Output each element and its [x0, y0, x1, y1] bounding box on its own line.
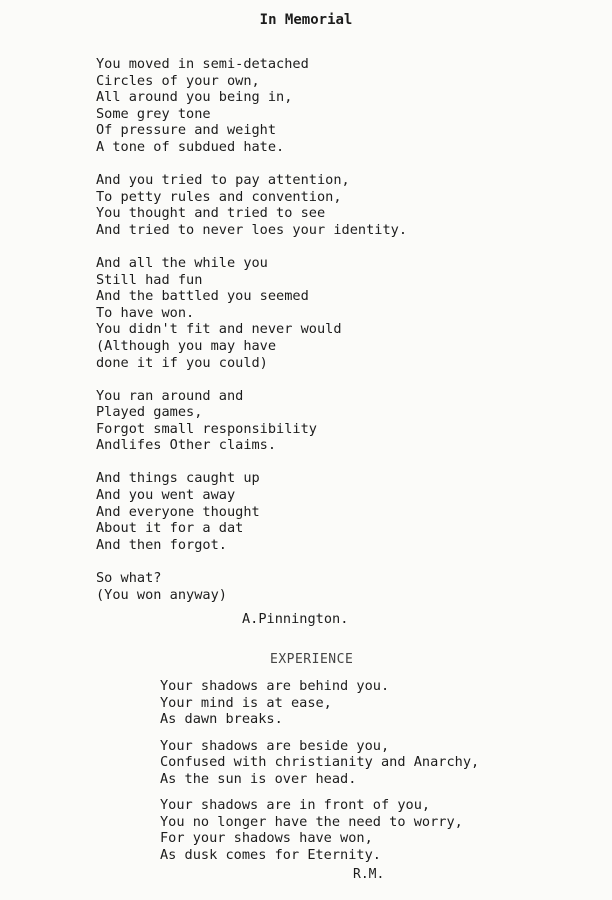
poem-line: To have won.	[96, 304, 195, 321]
author-signature: A.Pinnington.	[242, 611, 349, 627]
author-signature: R.M.	[353, 867, 385, 882]
stanza	[160, 797, 600, 863]
poem-line: Forgot small responsibility	[96, 420, 317, 437]
poem-line: (You won anyway)	[96, 586, 227, 603]
poem-line: done it if you could)	[96, 354, 268, 371]
poem-line: To petty rules and convention,	[96, 188, 342, 205]
poem-line: Your shadows are beside you,	[160, 737, 390, 754]
poem-line: And then forgot.	[96, 536, 227, 553]
poem-line: About it for a dat	[96, 520, 244, 537]
poem-line: And you went away	[96, 487, 236, 504]
poem-line: Confused with christianity and Anarchy,	[160, 754, 480, 770]
poem-line: You no longer have the need to worry,	[160, 813, 463, 830]
stanza	[96, 172, 596, 238]
poem-line: For your shadows have won,	[160, 830, 373, 846]
poem-line: And all the while you	[96, 254, 268, 271]
poem-line: Your shadows are behind you.	[160, 678, 390, 694]
poem-title: EXPERIENCE	[270, 652, 354, 667]
poem-in-memorial	[96, 56, 596, 620]
poem-line: Played games,	[96, 404, 203, 421]
poem-line: You thought and tried to see	[96, 205, 326, 222]
poem-line: And you tried to pay attention,	[96, 172, 350, 189]
poem-line: (Although you may have	[96, 337, 277, 354]
poem-line: Of pressure and weight	[96, 122, 277, 139]
poem-experience	[160, 678, 600, 873]
poem-line: Your mind is at ease,	[160, 694, 332, 711]
poem-line: And the battled you seemed	[96, 288, 309, 305]
poem-line: And things caught up	[96, 470, 260, 487]
stanza	[96, 470, 596, 553]
poem-line: And tried to never loes your identity.	[96, 221, 407, 238]
poem-line: So what?	[96, 569, 162, 586]
poem-line: Andlifes Other claims.	[96, 437, 277, 454]
poem-line: A tone of subdued hate.	[96, 138, 285, 155]
poem-line: Your shadows are in front of you,	[160, 797, 431, 813]
stanza	[96, 570, 596, 603]
poem-line: Some grey tone	[96, 105, 211, 122]
poem-line: As dawn breaks.	[160, 711, 283, 727]
poem-title: In Memorial	[259, 12, 353, 28]
poem-line: You moved in semi-detached	[96, 56, 309, 72]
poem-line: As the sun is over head.	[160, 770, 357, 787]
poem-line: You ran around and	[96, 387, 244, 404]
poem-line: All around you being in,	[96, 89, 293, 106]
stanza	[96, 388, 596, 454]
poem-line: And everyone thought	[96, 503, 260, 520]
poem-line: Still had fun	[96, 271, 203, 288]
stanza	[96, 56, 596, 156]
poem-line: Circles of your own,	[96, 72, 260, 89]
stanza	[160, 738, 600, 788]
stanza	[160, 678, 600, 728]
poem-line: As dusk comes for Eternity.	[160, 846, 381, 863]
poem-line: You didn't fit and never would	[96, 321, 342, 338]
stanza	[96, 255, 596, 371]
